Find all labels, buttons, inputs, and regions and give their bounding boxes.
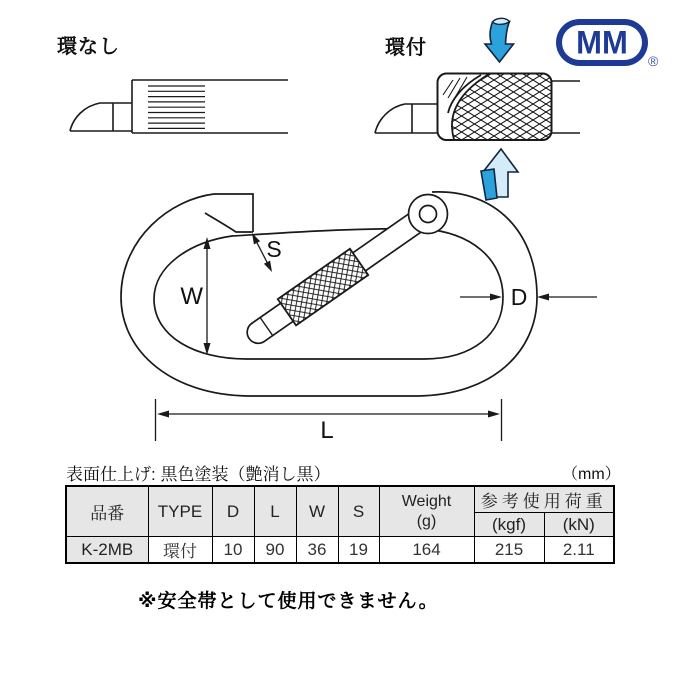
no-ring-label: 環なし [57, 36, 120, 58]
cell-d: 10 [212, 537, 254, 564]
cell-type: 環付 [148, 537, 212, 564]
mm-logo-inner-ring [562, 25, 642, 60]
sleeve-no-ring-drawing [70, 80, 288, 133]
slide-up-arrow-icon [481, 149, 518, 200]
surface-finish-note: 表面仕上げ: 黒色塗装（艶消し黒） [66, 465, 331, 484]
table-row [66, 537, 614, 564]
safety-warning-note: ※安全帯として使用できません。 [138, 591, 439, 612]
dim-l-label: L [320, 417, 334, 444]
col-header-part-no: 品番 [66, 486, 148, 537]
with-ring-label: 環付 [385, 37, 427, 59]
sleeve-body-outline [132, 80, 288, 133]
unit-note: （mm） [562, 466, 621, 483]
col-header-d: D [212, 486, 254, 537]
sleeve-with-ring-drawing [375, 74, 580, 141]
cell-l: 90 [254, 537, 296, 564]
col-header-load-group: 参考使用荷重 [474, 486, 614, 513]
col-header-s: S [338, 486, 379, 537]
hook-tip-outline [375, 104, 439, 133]
hook-mouth-path [205, 213, 253, 232]
mm-logo-text: MM [576, 23, 628, 61]
col-header-w: W [296, 486, 338, 537]
registered-trademark-mark: ® [648, 53, 659, 69]
w-dimension-arrow [204, 237, 211, 355]
col-header-weight [379, 486, 474, 537]
cell-load-kgf: 215 [474, 537, 544, 564]
spec-table [65, 485, 615, 564]
hook-tip-outline [70, 103, 132, 131]
d-dimension-arrows [460, 294, 597, 301]
carabiner-diagram [121, 192, 597, 444]
cell-w: 36 [296, 537, 338, 564]
col-header-l: L [254, 486, 296, 537]
cell-load-kn: 2.11 [544, 537, 614, 564]
dim-d-label: D [510, 284, 528, 310]
smooth-hatch-lines [148, 86, 205, 128]
gate-group [240, 200, 438, 352]
dim-s-label: S [266, 236, 282, 262]
col-header-type: TYPE [148, 486, 212, 537]
cell-part-no: K-2MB [66, 537, 148, 564]
shaft-lines [552, 81, 580, 133]
cell-s: 19 [338, 537, 379, 564]
mm-logo [556, 19, 648, 66]
weight-header-line2: (g) [416, 512, 437, 530]
slide-down-arrow-icon [485, 18, 514, 62]
cell-weight: 164 [379, 537, 474, 564]
col-header-load-kgf: (kgf) [474, 513, 544, 537]
gate-knurl-pattern [278, 249, 368, 326]
col-header-load-kn: (kN) [544, 513, 614, 537]
dim-w-label: W [180, 283, 203, 310]
weight-header-line1: Weight [401, 493, 452, 511]
rivet-circle [420, 206, 437, 223]
